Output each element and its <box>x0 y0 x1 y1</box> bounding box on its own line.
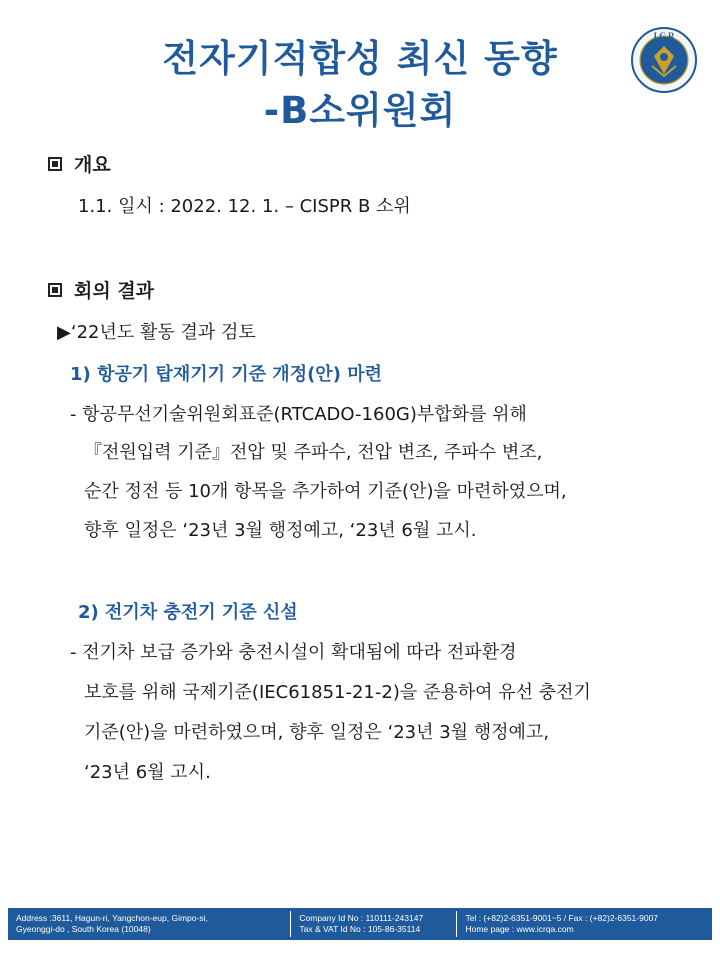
item2-line: 보호를 위해 국제기준(IEC61851-21-2)을 준용하여 유선 충전기 <box>84 682 591 703</box>
footer-bar <box>8 908 712 940</box>
svg-text:I C R: I C R <box>653 31 675 41</box>
page-title-line1: 전자기적합성 최신 동향 <box>162 37 558 80</box>
item2-title: 2) 전기차 충전기 기준 신설 <box>78 602 298 623</box>
icr-logo-icon <box>630 26 698 94</box>
item1-line: 『전원입력 기준』전압 및 주파수, 전압 변조, 주파수 변조, <box>84 442 543 463</box>
checkbox-square-icon <box>48 157 62 171</box>
item1-title: 1) 항공기 탑재기기 기준 개정(안) 마련 <box>70 364 382 385</box>
section-overview-heading: 개요 <box>48 150 111 177</box>
page-title-line2: -B소위원회 <box>263 89 457 132</box>
footer-company-ids: Company Id No : 110111-243147 Tax & VAT Id No : 105-86-35114 <box>299 913 424 934</box>
footer-address: Address :3611, Hagun-ri, Yangchon-eup, Gimpo-si, Gyeonggi-do , South Korea (10048) <box>16 913 208 934</box>
checkbox-square-icon <box>48 283 62 297</box>
item1-line: 순간 정전 등 10개 항목을 추가하여 기준(안)을 마련하였으며, <box>84 481 567 502</box>
overview-date-line: 1.1. 일시 : 2022. 12. 1. – CISPR B 소위 <box>78 196 411 217</box>
footer-contact: Tel : (+82)2-6351-9001~5 / Fax : (+82)2-6351-9007 Home page : www.icrqa.com <box>465 913 659 934</box>
results-subheading: ▶‘22년도 활동 결과 검토 <box>57 322 256 343</box>
item2-line: - 전기차 보급 증가와 충전시설이 확대됨에 따라 전파환경 <box>70 642 517 663</box>
section-results-heading: 회의 결과 <box>48 276 154 303</box>
item1-line: - 항공무선기술위원회표준(RTCADO-160G)부합화를 위해 <box>70 404 527 425</box>
item2-line: 기준(안)을 마련하였으며, 향후 일정은 ‘23년 3월 행정예고, <box>84 722 550 743</box>
item1-line: 향후 일정은 ‘23년 3월 행정예고, ‘23년 6월 고시. <box>84 520 477 541</box>
item2-line: ‘23년 6월 고시. <box>84 762 211 783</box>
